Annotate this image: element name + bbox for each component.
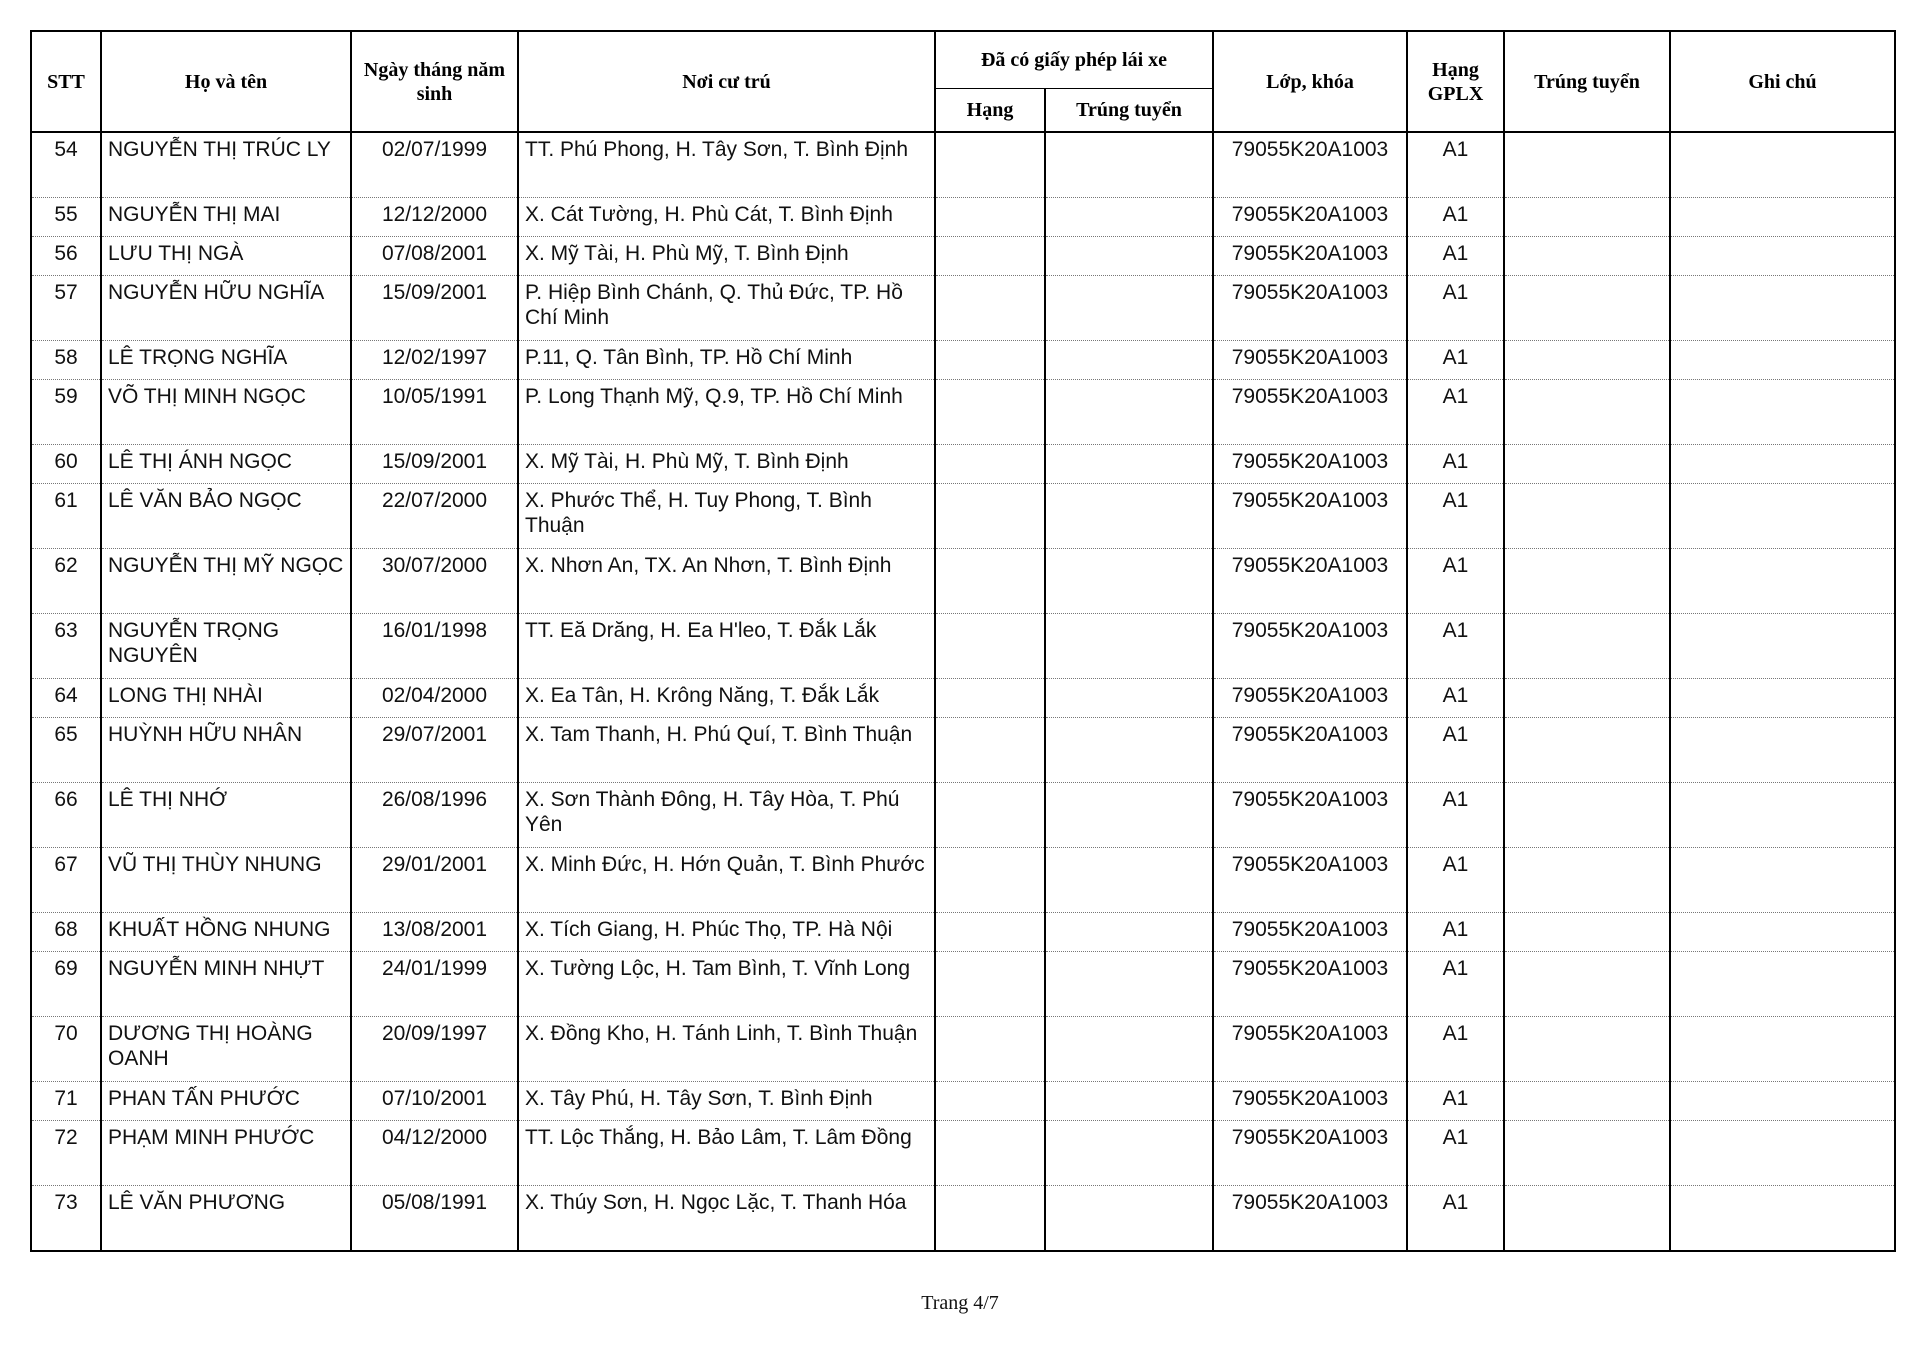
cell-stt: 57	[31, 276, 101, 341]
cell-name: LƯU THỊ NGÀ	[101, 237, 351, 276]
cell-note	[1670, 679, 1895, 718]
cell-name: NGUYỄN MINH NHỰT	[101, 952, 351, 1017]
cell-address: X. Đồng Kho, H. Tánh Linh, T. Bình Thuận	[518, 1017, 935, 1082]
cell-gplx-class: A1	[1407, 341, 1504, 380]
header-stt: STT	[31, 31, 101, 132]
cell-dob: 05/08/1991	[351, 1186, 518, 1252]
cell-license-class	[935, 614, 1045, 679]
header-dob: Ngày tháng năm sinh	[351, 31, 518, 132]
cell-license-passed	[1045, 276, 1213, 341]
cell-passed	[1504, 848, 1670, 913]
cell-name: NGUYỄN THỊ TRÚC LY	[101, 132, 351, 198]
cell-note	[1670, 237, 1895, 276]
cell-passed	[1504, 237, 1670, 276]
cell-name: LONG THỊ NHÀI	[101, 679, 351, 718]
cell-address: X. Tây Phú, H. Tây Sơn, T. Bình Định	[518, 1082, 935, 1121]
table-body	[31, 132, 1895, 1251]
cell-gplx-class: A1	[1407, 132, 1504, 198]
cell-dob: 12/02/1997	[351, 341, 518, 380]
cell-gplx-class: A1	[1407, 1082, 1504, 1121]
table-row	[31, 341, 1895, 380]
cell-class-course: 79055K20A1003	[1213, 380, 1407, 445]
cell-address: X. Phước Thể, H. Tuy Phong, T. Bình Thuận	[518, 484, 935, 549]
cell-passed	[1504, 276, 1670, 341]
cell-gplx-class: A1	[1407, 1186, 1504, 1252]
cell-name: PHẠM MINH PHƯỚC	[101, 1121, 351, 1186]
cell-license-class	[935, 484, 1045, 549]
cell-dob: 20/09/1997	[351, 1017, 518, 1082]
cell-license-class	[935, 848, 1045, 913]
header-license-class: Hạng	[935, 89, 1045, 133]
cell-license-class	[935, 132, 1045, 198]
cell-address: P. Hiệp Bình Chánh, Q. Thủ Đức, TP. Hồ Chí Minh	[518, 276, 935, 341]
cell-note	[1670, 380, 1895, 445]
cell-dob: 22/07/2000	[351, 484, 518, 549]
cell-license-passed	[1045, 718, 1213, 783]
cell-dob: 02/07/1999	[351, 132, 518, 198]
cell-dob: 15/09/2001	[351, 445, 518, 484]
table-row	[31, 549, 1895, 614]
cell-class-course: 79055K20A1003	[1213, 1017, 1407, 1082]
cell-dob: 15/09/2001	[351, 276, 518, 341]
cell-class-course: 79055K20A1003	[1213, 718, 1407, 783]
cell-stt: 56	[31, 237, 101, 276]
cell-dob: 24/01/1999	[351, 952, 518, 1017]
cell-class-course: 79055K20A1003	[1213, 783, 1407, 848]
cell-note	[1670, 445, 1895, 484]
cell-address: X. Nhơn An, TX. An Nhơn, T. Bình Định	[518, 549, 935, 614]
cell-stt: 60	[31, 445, 101, 484]
cell-license-class	[935, 1121, 1045, 1186]
cell-name: LÊ THỊ ÁNH NGỌC	[101, 445, 351, 484]
table-row	[31, 484, 1895, 549]
table-row	[31, 380, 1895, 445]
cell-license-passed	[1045, 445, 1213, 484]
cell-passed	[1504, 718, 1670, 783]
cell-stt: 54	[31, 132, 101, 198]
cell-dob: 12/12/2000	[351, 198, 518, 237]
cell-note	[1670, 952, 1895, 1017]
cell-note	[1670, 1121, 1895, 1186]
cell-license-passed	[1045, 679, 1213, 718]
cell-name: NGUYỄN THỊ MỸ NGỌC	[101, 549, 351, 614]
cell-license-class	[935, 1082, 1045, 1121]
cell-license-passed	[1045, 1017, 1213, 1082]
cell-address: X. Sơn Thành Đông, H. Tây Hòa, T. Phú Yên	[518, 783, 935, 848]
cell-class-course: 79055K20A1003	[1213, 341, 1407, 380]
student-roster-table	[30, 30, 1896, 1252]
cell-dob: 04/12/2000	[351, 1121, 518, 1186]
table-row	[31, 237, 1895, 276]
cell-dob: 02/04/2000	[351, 679, 518, 718]
cell-gplx-class: A1	[1407, 783, 1504, 848]
cell-passed	[1504, 952, 1670, 1017]
cell-class-course: 79055K20A1003	[1213, 913, 1407, 952]
cell-address: TT. Phú Phong, H. Tây Sơn, T. Bình Định	[518, 132, 935, 198]
cell-name: LÊ THỊ NHỚ	[101, 783, 351, 848]
cell-stt: 66	[31, 783, 101, 848]
table-row	[31, 1082, 1895, 1121]
cell-dob: 29/01/2001	[351, 848, 518, 913]
cell-dob: 29/07/2001	[351, 718, 518, 783]
table-header	[31, 31, 1895, 132]
cell-passed	[1504, 1082, 1670, 1121]
cell-license-passed	[1045, 549, 1213, 614]
cell-gplx-class: A1	[1407, 1121, 1504, 1186]
cell-passed	[1504, 679, 1670, 718]
cell-license-passed	[1045, 1121, 1213, 1186]
cell-license-passed	[1045, 1186, 1213, 1252]
table-row	[31, 1017, 1895, 1082]
cell-license-class	[935, 445, 1045, 484]
cell-stt: 64	[31, 679, 101, 718]
cell-name: LÊ VĂN PHƯƠNG	[101, 1186, 351, 1252]
cell-gplx-class: A1	[1407, 237, 1504, 276]
cell-note	[1670, 614, 1895, 679]
cell-name: VŨ THỊ THÙY NHUNG	[101, 848, 351, 913]
cell-gplx-class: A1	[1407, 679, 1504, 718]
cell-passed	[1504, 1186, 1670, 1252]
cell-license-passed	[1045, 237, 1213, 276]
table-row	[31, 132, 1895, 198]
header-gplx-class: Hạng GPLX	[1407, 31, 1504, 132]
cell-stt: 67	[31, 848, 101, 913]
cell-dob: 30/07/2000	[351, 549, 518, 614]
cell-class-course: 79055K20A1003	[1213, 237, 1407, 276]
cell-address: X. Mỹ Tài, H. Phù Mỹ, T. Bình Định	[518, 445, 935, 484]
document-page	[30, 30, 1894, 1252]
cell-gplx-class: A1	[1407, 913, 1504, 952]
cell-dob: 07/08/2001	[351, 237, 518, 276]
cell-address: X. Thúy Sơn, H. Ngọc Lặc, T. Thanh Hóa	[518, 1186, 935, 1252]
cell-passed	[1504, 198, 1670, 237]
cell-name: NGUYỄN THỊ MAI	[101, 198, 351, 237]
cell-name: DƯƠNG THỊ HOÀNG OANH	[101, 1017, 351, 1082]
cell-class-course: 79055K20A1003	[1213, 549, 1407, 614]
cell-gplx-class: A1	[1407, 718, 1504, 783]
cell-license-passed	[1045, 132, 1213, 198]
cell-address: X. Tường Lộc, H. Tam Bình, T. Vĩnh Long	[518, 952, 935, 1017]
cell-address: X. Ea Tân, H. Krông Năng, T. Đắk Lắk	[518, 679, 935, 718]
cell-license-class	[935, 198, 1045, 237]
cell-passed	[1504, 783, 1670, 848]
cell-address: P. Long Thạnh Mỹ, Q.9, TP. Hồ Chí Minh	[518, 380, 935, 445]
cell-class-course: 79055K20A1003	[1213, 1121, 1407, 1186]
cell-note	[1670, 341, 1895, 380]
cell-license-class	[935, 380, 1045, 445]
cell-gplx-class: A1	[1407, 952, 1504, 1017]
cell-stt: 71	[31, 1082, 101, 1121]
cell-address: TT. Lộc Thắng, H. Bảo Lâm, T. Lâm Đồng	[518, 1121, 935, 1186]
table-row	[31, 718, 1895, 783]
cell-stt: 58	[31, 341, 101, 380]
cell-class-course: 79055K20A1003	[1213, 952, 1407, 1017]
cell-dob: 07/10/2001	[351, 1082, 518, 1121]
cell-note	[1670, 484, 1895, 549]
table-row	[31, 848, 1895, 913]
cell-license-class	[935, 952, 1045, 1017]
cell-passed	[1504, 1121, 1670, 1186]
cell-passed	[1504, 132, 1670, 198]
cell-note	[1670, 1082, 1895, 1121]
cell-note	[1670, 1186, 1895, 1252]
cell-name: HUỲNH HỮU NHÂN	[101, 718, 351, 783]
cell-name: NGUYỄN HỮU NGHĨA	[101, 276, 351, 341]
cell-license-class	[935, 237, 1045, 276]
cell-license-passed	[1045, 484, 1213, 549]
table-row	[31, 198, 1895, 237]
cell-gplx-class: A1	[1407, 484, 1504, 549]
cell-license-class	[935, 679, 1045, 718]
cell-gplx-class: A1	[1407, 198, 1504, 237]
header-class-course: Lớp, khóa	[1213, 31, 1407, 132]
cell-note	[1670, 783, 1895, 848]
cell-gplx-class: A1	[1407, 1017, 1504, 1082]
cell-passed	[1504, 614, 1670, 679]
cell-note	[1670, 1017, 1895, 1082]
cell-stt: 68	[31, 913, 101, 952]
cell-dob: 10/05/1991	[351, 380, 518, 445]
cell-class-course: 79055K20A1003	[1213, 276, 1407, 341]
cell-license-passed	[1045, 913, 1213, 952]
cell-class-course: 79055K20A1003	[1213, 1186, 1407, 1252]
cell-address: X. Minh Đức, H. Hớn Quản, T. Bình Phước	[518, 848, 935, 913]
cell-passed	[1504, 1017, 1670, 1082]
page-number: Trang 4/7	[921, 1292, 999, 1314]
cell-license-class	[935, 549, 1045, 614]
header-name: Họ và tên	[101, 31, 351, 132]
cell-stt: 61	[31, 484, 101, 549]
cell-class-course: 79055K20A1003	[1213, 614, 1407, 679]
cell-gplx-class: A1	[1407, 445, 1504, 484]
cell-address: P.11, Q. Tân Bình, TP. Hồ Chí Minh	[518, 341, 935, 380]
cell-address: X. Tích Giang, H. Phúc Thọ, TP. Hà Nội	[518, 913, 935, 952]
cell-name: PHAN TẤN PHƯỚC	[101, 1082, 351, 1121]
table-row	[31, 1121, 1895, 1186]
header-passed: Trúng tuyển	[1504, 31, 1670, 132]
cell-note	[1670, 276, 1895, 341]
cell-passed	[1504, 341, 1670, 380]
cell-note	[1670, 549, 1895, 614]
cell-name: LÊ VĂN BẢO NGỌC	[101, 484, 351, 549]
cell-class-course: 79055K20A1003	[1213, 484, 1407, 549]
cell-stt: 72	[31, 1121, 101, 1186]
cell-passed	[1504, 549, 1670, 614]
table-row	[31, 679, 1895, 718]
table-row	[31, 614, 1895, 679]
table-row	[31, 276, 1895, 341]
cell-stt: 55	[31, 198, 101, 237]
cell-name: KHUẤT HỒNG NHUNG	[101, 913, 351, 952]
cell-name: LÊ TRỌNG NGHĨA	[101, 341, 351, 380]
cell-stt: 69	[31, 952, 101, 1017]
cell-license-passed	[1045, 614, 1213, 679]
cell-license-passed	[1045, 952, 1213, 1017]
cell-class-course: 79055K20A1003	[1213, 198, 1407, 237]
cell-note	[1670, 198, 1895, 237]
cell-address: X. Mỹ Tài, H. Phù Mỹ, T. Bình Định	[518, 237, 935, 276]
cell-license-class	[935, 276, 1045, 341]
cell-license-passed	[1045, 1082, 1213, 1121]
cell-license-class	[935, 913, 1045, 952]
header-license-group: Đã có giấy phép lái xe	[935, 31, 1213, 89]
cell-passed	[1504, 913, 1670, 952]
cell-class-course: 79055K20A1003	[1213, 132, 1407, 198]
cell-address: X. Tam Thanh, H. Phú Quí, T. Bình Thuận	[518, 718, 935, 783]
cell-passed	[1504, 380, 1670, 445]
table-row	[31, 952, 1895, 1017]
cell-license-class	[935, 1017, 1045, 1082]
cell-license-passed	[1045, 848, 1213, 913]
table-row	[31, 913, 1895, 952]
cell-class-course: 79055K20A1003	[1213, 679, 1407, 718]
table-row	[31, 1186, 1895, 1252]
table-row	[31, 445, 1895, 484]
cell-license-passed	[1045, 341, 1213, 380]
cell-name: VÕ THỊ MINH NGỌC	[101, 380, 351, 445]
cell-note	[1670, 913, 1895, 952]
cell-license-passed	[1045, 783, 1213, 848]
header-note: Ghi chú	[1670, 31, 1895, 132]
cell-passed	[1504, 484, 1670, 549]
cell-gplx-class: A1	[1407, 549, 1504, 614]
cell-stt: 59	[31, 380, 101, 445]
cell-stt: 65	[31, 718, 101, 783]
cell-license-class	[935, 1186, 1045, 1252]
cell-license-class	[935, 341, 1045, 380]
header-license-passed: Trúng tuyển	[1045, 89, 1213, 133]
cell-dob: 26/08/1996	[351, 783, 518, 848]
header-address: Nơi cư trú	[518, 31, 935, 132]
cell-stt: 73	[31, 1186, 101, 1252]
cell-class-course: 79055K20A1003	[1213, 1082, 1407, 1121]
cell-address: X. Cát Tường, H. Phù Cát, T. Bình Định	[518, 198, 935, 237]
cell-class-course: 79055K20A1003	[1213, 848, 1407, 913]
cell-dob: 16/01/1998	[351, 614, 518, 679]
cell-gplx-class: A1	[1407, 380, 1504, 445]
cell-stt: 62	[31, 549, 101, 614]
cell-license-class	[935, 783, 1045, 848]
cell-license-passed	[1045, 380, 1213, 445]
cell-name: NGUYỄN TRỌNG NGUYÊN	[101, 614, 351, 679]
cell-gplx-class: A1	[1407, 614, 1504, 679]
cell-passed	[1504, 445, 1670, 484]
cell-license-class	[935, 718, 1045, 783]
cell-license-passed	[1045, 198, 1213, 237]
cell-note	[1670, 848, 1895, 913]
cell-dob: 13/08/2001	[351, 913, 518, 952]
cell-gplx-class: A1	[1407, 848, 1504, 913]
cell-gplx-class: A1	[1407, 276, 1504, 341]
cell-note	[1670, 132, 1895, 198]
cell-note	[1670, 718, 1895, 783]
cell-address: TT. Eă Drăng, H. Ea H'leo, T. Đắk Lắk	[518, 614, 935, 679]
cell-class-course: 79055K20A1003	[1213, 445, 1407, 484]
table-row	[31, 783, 1895, 848]
cell-stt: 63	[31, 614, 101, 679]
cell-stt: 70	[31, 1017, 101, 1082]
